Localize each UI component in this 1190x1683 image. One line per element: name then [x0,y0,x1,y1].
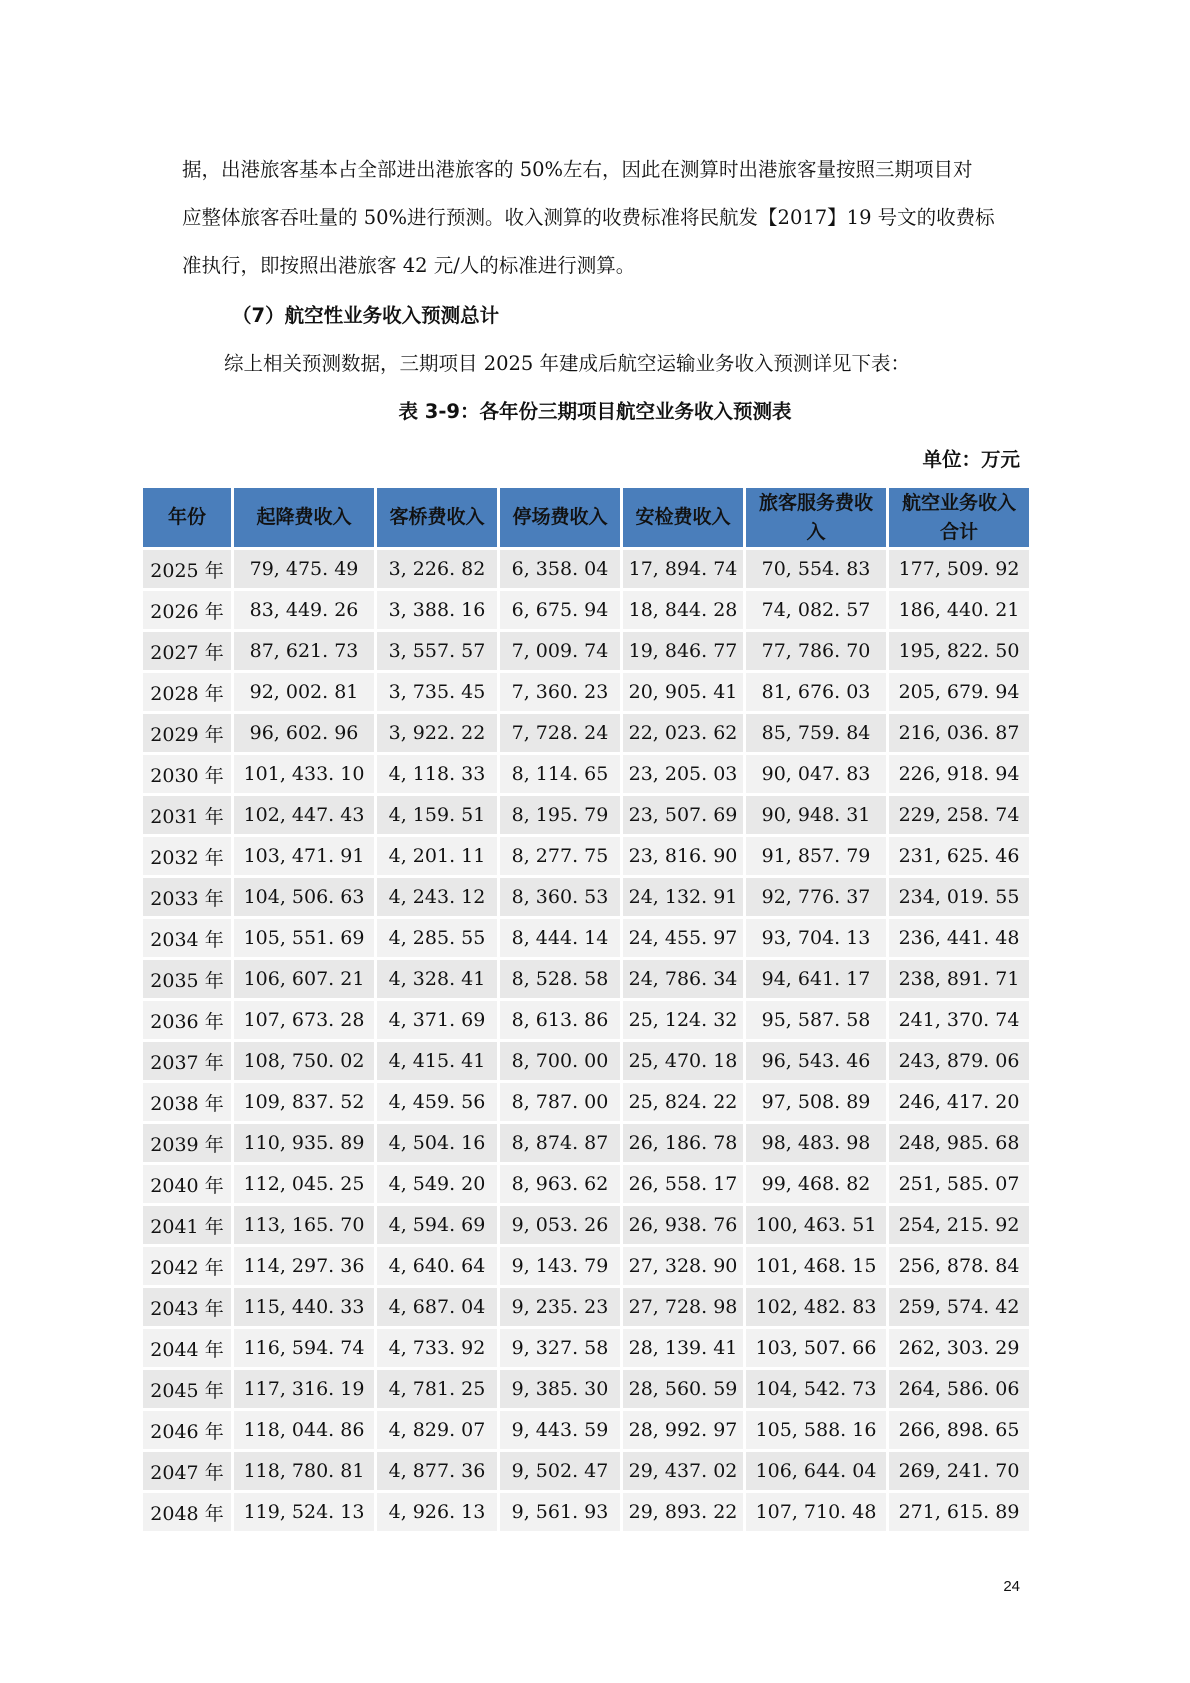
header-passenger-service-fee: 旅客服务费收入 [746,488,886,547]
value-cell: 100, 463. 51 [746,1206,886,1244]
table-body [143,550,1029,1531]
year-cell: 2036 年 [143,1001,231,1039]
value-cell: 7, 728. 24 [500,714,620,752]
year-cell: 2034 年 [143,919,231,957]
value-cell: 18, 844. 28 [623,591,743,629]
year-cell: 2045 年 [143,1370,231,1408]
value-cell: 4, 781. 25 [377,1370,497,1408]
value-cell: 216, 036. 87 [889,714,1029,752]
value-cell: 8, 360. 53 [500,878,620,916]
table-row [143,550,1029,588]
value-cell: 9, 561. 93 [500,1493,620,1531]
value-cell: 3, 922. 22 [377,714,497,752]
value-cell: 4, 459. 56 [377,1083,497,1121]
value-cell: 4, 504. 16 [377,1124,497,1162]
value-cell: 105, 588. 16 [746,1411,886,1449]
value-cell: 102, 482. 83 [746,1288,886,1326]
value-cell: 7, 009. 74 [500,632,620,670]
value-cell: 97, 508. 89 [746,1083,886,1121]
year-cell: 2043 年 [143,1288,231,1326]
value-cell: 9, 327. 58 [500,1329,620,1367]
value-cell: 107, 710. 48 [746,1493,886,1531]
table-row [143,755,1029,793]
value-cell: 17, 894. 74 [623,550,743,588]
value-cell: 92, 002. 81 [234,673,374,711]
body-paragraph [182,146,1022,290]
value-cell: 234, 019. 55 [889,878,1029,916]
year-cell: 2042 年 [143,1247,231,1285]
value-cell: 90, 047. 83 [746,755,886,793]
value-cell: 195, 822. 50 [889,632,1029,670]
value-cell: 246, 417. 20 [889,1083,1029,1121]
year-cell: 2032 年 [143,837,231,875]
value-cell: 28, 139. 41 [623,1329,743,1367]
value-cell: 22, 023. 62 [623,714,743,752]
value-cell: 113, 165. 70 [234,1206,374,1244]
value-cell: 4, 201. 11 [377,837,497,875]
table-row [143,1165,1029,1203]
table-row [143,1206,1029,1244]
year-cell: 2046 年 [143,1411,231,1449]
year-cell: 2026 年 [143,591,231,629]
value-cell: 23, 507. 69 [623,796,743,834]
value-cell: 114, 297. 36 [234,1247,374,1285]
value-cell: 81, 676. 03 [746,673,886,711]
value-cell: 4, 877. 36 [377,1452,497,1490]
year-cell: 2035 年 [143,960,231,998]
value-cell: 256, 878. 84 [889,1247,1029,1285]
value-cell: 92, 776. 37 [746,878,886,916]
year-cell: 2025 年 [143,550,231,588]
value-cell: 26, 186. 78 [623,1124,743,1162]
value-cell: 8, 613. 86 [500,1001,620,1039]
table-row [143,1452,1029,1490]
value-cell: 107, 673. 28 [234,1001,374,1039]
value-cell: 98, 483. 98 [746,1124,886,1162]
value-cell: 254, 215. 92 [889,1206,1029,1244]
value-cell: 266, 898. 65 [889,1411,1029,1449]
value-cell: 4, 243. 12 [377,878,497,916]
value-cell: 6, 675. 94 [500,591,620,629]
value-cell: 70, 554. 83 [746,550,886,588]
value-cell: 25, 824. 22 [623,1083,743,1121]
year-cell: 2027 年 [143,632,231,670]
value-cell: 8, 700. 00 [500,1042,620,1080]
value-cell: 8, 114. 65 [500,755,620,793]
value-cell: 4, 371. 69 [377,1001,497,1039]
value-cell: 119, 524. 13 [234,1493,374,1531]
value-cell: 23, 816. 90 [623,837,743,875]
value-cell: 28, 560. 59 [623,1370,743,1408]
header-year: 年份 [143,488,231,547]
value-cell: 90, 948. 31 [746,796,886,834]
value-cell: 108, 750. 02 [234,1042,374,1080]
year-cell: 2031 年 [143,796,231,834]
year-cell: 2044 年 [143,1329,231,1367]
year-cell: 2037 年 [143,1042,231,1080]
value-cell: 19, 846. 77 [623,632,743,670]
summary-sentence: 综上相关预测数据，三期项目 2025 年建成后航空运输业务收入预测详见下表： [224,352,911,375]
value-cell: 29, 437. 02 [623,1452,743,1490]
section-heading: （7）航空性业务收入预测总计 [232,304,500,327]
value-cell: 4, 549. 20 [377,1165,497,1203]
value-cell: 94, 641. 17 [746,960,886,998]
value-cell: 87, 621. 73 [234,632,374,670]
table-row [143,796,1029,834]
value-cell: 99, 468. 82 [746,1165,886,1203]
year-cell: 2048 年 [143,1493,231,1531]
header-parking-fee: 停场费收入 [500,488,620,547]
value-cell: 26, 558. 17 [623,1165,743,1203]
value-cell: 3, 735. 45 [377,673,497,711]
table-unit: 单位：万元 [922,448,1020,471]
value-cell: 8, 195. 79 [500,796,620,834]
table-row [143,1247,1029,1285]
value-cell: 9, 235. 23 [500,1288,620,1326]
value-cell: 251, 585. 07 [889,1165,1029,1203]
table-row [143,837,1029,875]
value-cell: 105, 551. 69 [234,919,374,957]
paragraph-line: 应整体旅客吞吐量的 50%进行预测。收入测算的收费标准将民航发【2017】19 号文的收费标 [182,206,995,229]
value-cell: 262, 303. 29 [889,1329,1029,1367]
value-cell: 104, 506. 63 [234,878,374,916]
value-cell: 109, 837. 52 [234,1083,374,1121]
table-row [143,1493,1029,1531]
table-row [143,673,1029,711]
year-cell: 2047 年 [143,1452,231,1490]
year-cell: 2028 年 [143,673,231,711]
year-cell: 2038 年 [143,1083,231,1121]
value-cell: 243, 879. 06 [889,1042,1029,1080]
value-cell: 271, 615. 89 [889,1493,1029,1531]
value-cell: 8, 874. 87 [500,1124,620,1162]
value-cell: 3, 557. 57 [377,632,497,670]
value-cell: 93, 704. 13 [746,919,886,957]
value-cell: 25, 124. 32 [623,1001,743,1039]
value-cell: 101, 433. 10 [234,755,374,793]
table-row [143,878,1029,916]
value-cell: 104, 542. 73 [746,1370,886,1408]
value-cell: 27, 728. 98 [623,1288,743,1326]
value-cell: 95, 587. 58 [746,1001,886,1039]
value-cell: 229, 258. 74 [889,796,1029,834]
value-cell: 24, 786. 34 [623,960,743,998]
value-cell: 4, 829. 07 [377,1411,497,1449]
value-cell: 4, 640. 64 [377,1247,497,1285]
value-cell: 29, 893. 22 [623,1493,743,1531]
value-cell: 8, 528. 58 [500,960,620,998]
value-cell: 3, 226. 82 [377,550,497,588]
value-cell: 4, 118. 33 [377,755,497,793]
value-cell: 3, 388. 16 [377,591,497,629]
value-cell: 112, 045. 25 [234,1165,374,1203]
value-cell: 85, 759. 84 [746,714,886,752]
header-security-fee: 安检费收入 [623,488,743,547]
value-cell: 103, 507. 66 [746,1329,886,1367]
value-cell: 79, 475. 49 [234,550,374,588]
value-cell: 4, 159. 51 [377,796,497,834]
value-cell: 96, 602. 96 [234,714,374,752]
value-cell: 116, 594. 74 [234,1329,374,1367]
table-row [143,1124,1029,1162]
page-number: 24 [1003,1578,1020,1595]
table-row [143,960,1029,998]
value-cell: 186, 440. 21 [889,591,1029,629]
value-cell: 101, 468. 15 [746,1247,886,1285]
value-cell: 74, 082. 57 [746,591,886,629]
value-cell: 259, 574. 42 [889,1288,1029,1326]
value-cell: 241, 370. 74 [889,1001,1029,1039]
value-cell: 117, 316. 19 [234,1370,374,1408]
table-row [143,1042,1029,1080]
value-cell: 269, 241. 70 [889,1452,1029,1490]
value-cell: 28, 992. 97 [623,1411,743,1449]
value-cell: 9, 443. 59 [500,1411,620,1449]
value-cell: 231, 625. 46 [889,837,1029,875]
value-cell: 4, 733. 92 [377,1329,497,1367]
value-cell: 248, 985. 68 [889,1124,1029,1162]
value-cell: 8, 963. 62 [500,1165,620,1203]
value-cell: 91, 857. 79 [746,837,886,875]
value-cell: 115, 440. 33 [234,1288,374,1326]
year-cell: 2041 年 [143,1206,231,1244]
table-row [143,1001,1029,1039]
table-row [143,1288,1029,1326]
header-bridge-fee: 客桥费收入 [377,488,497,547]
value-cell: 96, 543. 46 [746,1042,886,1080]
value-cell: 4, 687. 04 [377,1288,497,1326]
value-cell: 177, 509. 92 [889,550,1029,588]
table-row [143,1370,1029,1408]
value-cell: 9, 385. 30 [500,1370,620,1408]
value-cell: 25, 470. 18 [623,1042,743,1080]
revenue-forecast-table [140,485,1032,1534]
value-cell: 106, 607. 21 [234,960,374,998]
value-cell: 4, 594. 69 [377,1206,497,1244]
paragraph-line: 据，出港旅客基本占全部进出港旅客的 50%左右，因此在测算时出港旅客量按照三期项目对 [182,158,973,181]
value-cell: 4, 415. 41 [377,1042,497,1080]
value-cell: 20, 905. 41 [623,673,743,711]
value-cell: 23, 205. 03 [623,755,743,793]
value-cell: 205, 679. 94 [889,673,1029,711]
table-row [143,714,1029,752]
value-cell: 264, 586. 06 [889,1370,1029,1408]
header-landing-fee: 起降费收入 [234,488,374,547]
table-row [143,632,1029,670]
value-cell: 4, 328. 41 [377,960,497,998]
value-cell: 106, 644. 04 [746,1452,886,1490]
value-cell: 238, 891. 71 [889,960,1029,998]
table-row [143,1329,1029,1367]
value-cell: 9, 053. 26 [500,1206,620,1244]
table-header-row [143,488,1029,547]
value-cell: 103, 471. 91 [234,837,374,875]
table-row [143,591,1029,629]
value-cell: 118, 044. 86 [234,1411,374,1449]
year-cell: 2029 年 [143,714,231,752]
value-cell: 83, 449. 26 [234,591,374,629]
value-cell: 8, 787. 00 [500,1083,620,1121]
value-cell: 77, 786. 70 [746,632,886,670]
value-cell: 102, 447. 43 [234,796,374,834]
year-cell: 2040 年 [143,1165,231,1203]
value-cell: 8, 277. 75 [500,837,620,875]
value-cell: 226, 918. 94 [889,755,1029,793]
table-caption: 表 3-9：各年份三期项目航空业务收入预测表 [398,400,792,423]
value-cell: 236, 441. 48 [889,919,1029,957]
paragraph-line: 准执行，即按照出港旅客 42 元/人的标准进行测算。 [182,254,636,277]
table-row [143,919,1029,957]
header-total: 航空业务收入合计 [889,488,1029,547]
value-cell: 26, 938. 76 [623,1206,743,1244]
table-row [143,1083,1029,1121]
value-cell: 6, 358. 04 [500,550,620,588]
value-cell: 118, 780. 81 [234,1452,374,1490]
value-cell: 24, 132. 91 [623,878,743,916]
value-cell: 110, 935. 89 [234,1124,374,1162]
year-cell: 2030 年 [143,755,231,793]
value-cell: 27, 328. 90 [623,1247,743,1285]
value-cell: 9, 502. 47 [500,1452,620,1490]
value-cell: 9, 143. 79 [500,1247,620,1285]
value-cell: 8, 444. 14 [500,919,620,957]
value-cell: 24, 455. 97 [623,919,743,957]
value-cell: 7, 360. 23 [500,673,620,711]
value-cell: 4, 285. 55 [377,919,497,957]
table-row [143,1411,1029,1449]
year-cell: 2039 年 [143,1124,231,1162]
year-cell: 2033 年 [143,878,231,916]
value-cell: 4, 926. 13 [377,1493,497,1531]
